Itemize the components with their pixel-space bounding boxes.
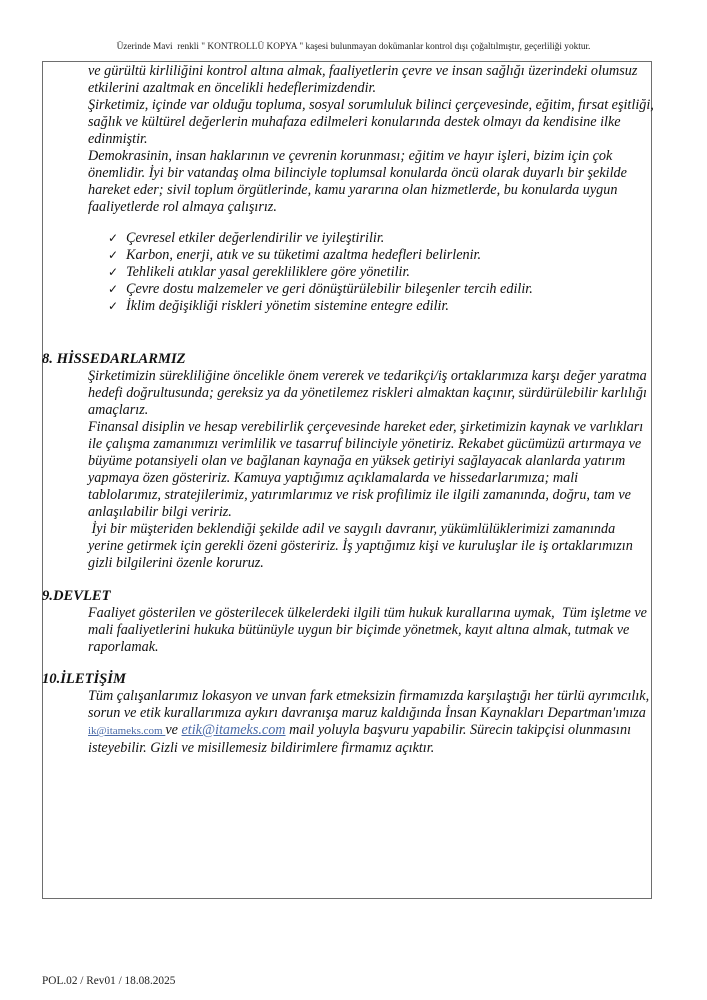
- intro-paragraph-3: Demokrasinin, insan haklarının ve çevrenin korunması; eğitim ve hayır işleri, bizim için çok önemlidir. İyi bir vatandaş olma bilinciyle toplumsal konularda öncü olarak duyarlı bir şekilde hareket eder; sivil toplum örgütlerinde, kamu yararına olan hizmetlerde, bu konularda uygun faaliyetlerde rol almaya çalışırız.: [88, 148, 627, 215]
- communication-paragraph: [42, 688, 656, 757]
- checklist-item: [108, 230, 667, 247]
- state-paragraph: Faaliyet gösterilen ve gösterilecek ülkelerdeki ilgili tüm hukuk kurallarına uymak, Tüm işletme ve mali faaliyetlerini hukuka bütünüyle uygun bir biçimde yönetmek, kayıt altına almak, tutmak ve raporlamak.: [88, 605, 651, 655]
- check-icon: ✓: [108, 282, 119, 296]
- section-title-communication: 10.İLETİŞİM: [42, 671, 126, 687]
- controlled-copy-notice: Üzerinde Mavi renkli " KONTROLLÜ KOPYA " kaşesi bulunmayan dokümanlar kontrol dışı çoğaltılmıştır, geçerliliği yoktur.: [116, 42, 591, 52]
- check-icon: ✓: [108, 299, 119, 313]
- checklist-item-text: Çevre dostu malzemeler ve geri dönüştürülebilir bileşenler tercih edilir.: [126, 281, 533, 297]
- hr-email-link[interactable]: ik@itameks.com: [88, 725, 166, 737]
- stakeholders-paragraph-3: İyi bir müşteriden beklendiği şekilde adil ve saygılı davranır, yükümlülüklerimizi zamanında yerine getirmek için gerekli özeni gösteririz. İş yaptığımız kişi ve kuruluşlar ile iş ortaklarımızın gizli bilgilerini özenle koruruz.: [88, 521, 637, 571]
- communication-text-after: mail yoluyla başvuru yapabilir. Sürecin takipçisi olunmasını isteyebilir. Gizli ve misillemesiz bildirimlere firmamız açıktır.: [88, 722, 632, 756]
- section-title-stakeholders: 8. HİSSEDARLARMIZ: [42, 351, 186, 367]
- document-body: [42, 63, 667, 757]
- checklist-item-text: İklim değişikliği riskleri yönetim sistemine entegre edilir.: [126, 298, 449, 314]
- check-icon: ✓: [108, 231, 119, 245]
- intro-paragraph-1: ve gürültü kirliliğini kontrol altına almak, faaliyetlerin çevre ve insan sağlığı üzerindeki olumsuz etkilerini azaltmak en öncelikli hedeflerimizdendir.: [88, 63, 638, 96]
- check-icon: ✓: [108, 248, 119, 262]
- stakeholders-paragraph-2: Finansal disiplin ve hesap verebilirlik çerçevesinde hareket eder, şirketimizin kaynak ve varlıkları ile çalışma zamanımızı verimlilik ve tasarruf bilinciyle yönetiriz. Rekabet gücümüzü artırmaya ve büyüme potansiyeli olan ve bağlanan kaynağa en yüksek getiriyi sağlayacak alanlarda yatırım yapmaya özen gösteririz. Kamuya yaptığımız açıklamalarda ve hissedarlarımıza; mali tablolarımız, stratejilerimiz, yatırımlarımız ve risk profilimiz ile ilgili zamanında, doğru, tam ve anlaşılabilir bilgi veririz.: [88, 419, 644, 520]
- intro-paragraph-2: Şirketimiz, içinde var olduğu topluma, sosyal sorumluluk bilinci çerçevesinde, eğitim, fırsat eşitliği, sağlık ve kültürel değerlerin muhafaza edilmeleri konularında destek olmayı da kendisine ilke edinmiştir.: [88, 97, 654, 147]
- stakeholders-paragraph-1: Şirketimizin sürekliliğine öncelikle önem vererek ve tedarikçi/iş ortaklarımıza karşı değer yaratma hedefi doğrultusunda; gereksiz ya da yönetilemez riskleri almaktan kaçınır, sürdürülebilir karlılığı amaçlarız.: [88, 368, 647, 418]
- checklist-item-text: Karbon, enerji, atık ve su tüketimi azaltma hedefleri belirlenir.: [126, 247, 482, 263]
- communication-text-before: Tüm çalışanlarımız lokasyon ve unvan fark etmeksizin firmamızda karşılaştığı her türlü ayrımcılık, sorun ve etik kurallarımıza aykırı davranışa maruz kaldığında İnsan Kaynakları Departman'ımıza: [88, 688, 650, 721]
- section-title-state: 9.DEVLET: [42, 588, 111, 604]
- check-icon: ✓: [108, 265, 119, 279]
- checklist-item: [108, 247, 667, 264]
- checklist-item: [108, 281, 667, 298]
- environment-checklist: [42, 230, 667, 315]
- document-code: POL.02 / Rev01 / 18.08.2025: [42, 975, 176, 987]
- ethics-email-link[interactable]: etik@itameks.com: [181, 722, 286, 738]
- checklist-item: [108, 264, 667, 281]
- checklist-item-text: Tehlikeli atıklar yasal gerekliliklere göre yönetilir.: [126, 264, 410, 280]
- communication-text-mid: ve: [165, 722, 182, 738]
- checklist-item-text: Çevresel etkiler değerlendirilir ve iyileştirilir.: [126, 230, 385, 246]
- checklist-item: [108, 298, 667, 315]
